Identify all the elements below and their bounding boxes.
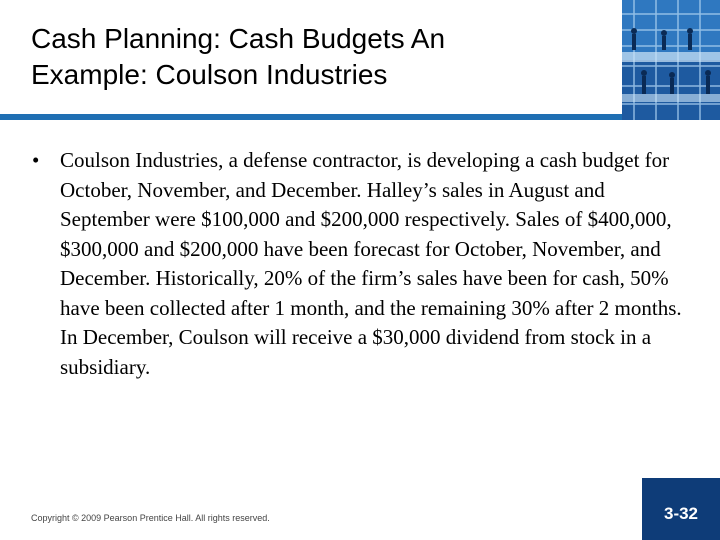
slide-number-badge: [642, 478, 720, 540]
slide-title-line-1: Cash Planning: Cash Budgets An: [31, 23, 446, 54]
bullet-item: [32, 146, 696, 382]
slide-title-line-2: Example: Coulson Industries: [31, 59, 388, 90]
slide-number: 3-32: [663, 504, 699, 523]
header-divider: [0, 114, 622, 120]
slide-body: [32, 146, 696, 382]
header-photo-icon: [622, 0, 720, 120]
slide-header: [0, 0, 720, 114]
slide-title: [31, 21, 591, 93]
copyright-notice: Copyright © 2009 Pearson Prentice Hall. All rights reserved.: [31, 513, 270, 523]
bullet-text: Coulson Industries, a defense contractor, is developing a cash budget for October, November, and December. Halley’s sales in August and September were $100,000 and $200,000 respectively. Sales of $400,000, $300,000 and $200,000 have been forecast for October, November, and December. Historically, 20% of the firm’s sales have been for cash, 50% have been collected after 1 month, and the remaining 30% after 2 months. In December, Coulson will receive a $30,000 dividend from stock in a subsidiary.: [60, 148, 682, 379]
bullet-marker: •: [32, 148, 40, 172]
